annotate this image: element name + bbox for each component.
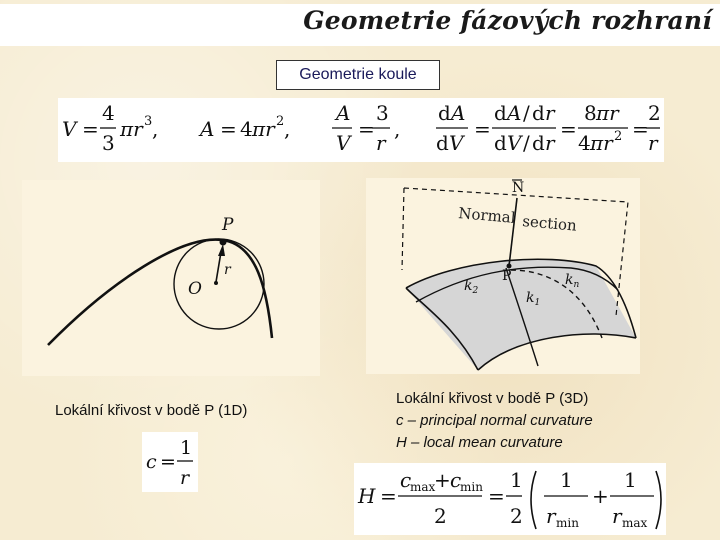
formula-ratio: A xyxy=(336,101,351,125)
svg-text:V: V xyxy=(449,131,464,155)
svg-text:/: / xyxy=(523,131,530,155)
svg-text:A: A xyxy=(451,101,466,125)
svg-text:1: 1 xyxy=(510,468,523,492)
section-heading-box xyxy=(276,60,440,90)
svg-text:c: c xyxy=(450,468,462,492)
svg-text:r: r xyxy=(612,504,622,528)
svg-text:r: r xyxy=(648,131,658,155)
svg-text:min: min xyxy=(460,480,483,494)
svg-text:=: = xyxy=(488,484,505,508)
svg-text:2: 2 xyxy=(510,504,523,528)
svg-text:4: 4 xyxy=(102,101,115,125)
label-o: O xyxy=(188,279,202,299)
svg-text:+: + xyxy=(592,484,609,508)
label-k2: $k_2$ xyxy=(464,278,479,296)
svg-text:/: / xyxy=(523,101,530,125)
svg-text:min: min xyxy=(556,516,579,530)
svg-text:4: 4 xyxy=(578,131,591,155)
sphere-formulas xyxy=(58,98,664,162)
formula-area: A xyxy=(200,117,215,141)
svg-text:V: V xyxy=(336,131,351,155)
svg-text:=: = xyxy=(82,117,99,141)
caption-3d xyxy=(396,388,593,454)
svg-text:r: r xyxy=(180,467,190,489)
label-p-3d: P xyxy=(502,268,512,284)
svg-text:,: , xyxy=(394,117,401,141)
svg-text:V: V xyxy=(507,131,522,155)
svg-text:3: 3 xyxy=(102,131,115,155)
section-heading: Geometrie koule xyxy=(299,66,417,83)
svg-text:8: 8 xyxy=(584,101,597,125)
svg-text:max: max xyxy=(622,516,648,530)
svg-text:1: 1 xyxy=(624,468,637,492)
svg-text:1: 1 xyxy=(560,468,573,492)
svg-text:max: max xyxy=(410,480,436,494)
svg-text:=: = xyxy=(220,117,237,141)
svg-text:πr: πr xyxy=(252,117,275,141)
label-section: section xyxy=(521,212,578,235)
svg-text:=: = xyxy=(474,117,491,141)
svg-text:=: = xyxy=(380,484,397,508)
slide-title: Geometrie fázových rozhraní xyxy=(303,6,712,35)
formula-mean-curvature xyxy=(354,463,666,535)
sphere-formulas-panel xyxy=(58,98,664,162)
label-p: P xyxy=(222,215,234,235)
svg-text:=: = xyxy=(632,117,649,141)
formula-curvature xyxy=(142,432,198,492)
formula-mean-curvature-panel xyxy=(354,463,666,535)
caption-3d-line2: c – principal normal curvature xyxy=(396,412,593,429)
label-k1: $k_1$ xyxy=(526,290,541,308)
svg-text:r: r xyxy=(545,131,555,155)
svg-text:3: 3 xyxy=(144,114,153,129)
label-normal: Normal xyxy=(457,204,517,227)
label-r: r xyxy=(224,262,231,278)
caption-3d-line3: H – local mean curvature xyxy=(396,434,563,451)
svg-text:d: d xyxy=(494,131,507,155)
caption-1d: Lokální křivost v bodě P (1D) xyxy=(55,402,248,419)
svg-text:r: r xyxy=(376,131,386,155)
svg-text:c: c xyxy=(400,468,412,492)
svg-text:d: d xyxy=(532,131,545,155)
svg-text:2: 2 xyxy=(434,504,447,528)
formula-curvature-panel xyxy=(142,432,198,492)
curvature-1d-diagram xyxy=(22,180,320,376)
svg-text:2: 2 xyxy=(614,129,623,144)
svg-text:=: = xyxy=(358,117,375,141)
svg-text:2: 2 xyxy=(276,114,285,129)
svg-text:=: = xyxy=(560,117,577,141)
svg-text:d: d xyxy=(438,101,451,125)
svg-text:r: r xyxy=(545,101,555,125)
formula-volume: V xyxy=(62,117,77,141)
svg-text:d: d xyxy=(436,131,449,155)
svg-text:H: H xyxy=(358,484,376,508)
svg-text:1: 1 xyxy=(180,437,193,459)
svg-text:2: 2 xyxy=(648,101,661,125)
caption-3d-line1: Lokální křivost v bodě P (3D) xyxy=(396,390,589,407)
curvature-1d-figure xyxy=(22,180,320,376)
radius-arrow xyxy=(216,252,221,282)
svg-text:d: d xyxy=(532,101,545,125)
svg-text:c: c xyxy=(146,451,157,473)
svg-text:=: = xyxy=(160,451,176,473)
radius-arrowhead xyxy=(218,244,225,256)
label-kn: $k_n$ xyxy=(565,272,580,290)
svg-text:3: 3 xyxy=(376,101,389,125)
svg-text:+: + xyxy=(434,468,451,492)
svg-text:r: r xyxy=(546,504,556,528)
formula-derivative xyxy=(436,101,661,155)
svg-text:A: A xyxy=(507,101,522,125)
svg-text:πr: πr xyxy=(596,101,619,125)
svg-text:πr: πr xyxy=(120,117,143,141)
curve-line xyxy=(48,240,272,345)
svg-text:4: 4 xyxy=(240,117,253,141)
svg-text:,: , xyxy=(152,117,159,141)
center-dot xyxy=(214,281,218,285)
svg-text:d: d xyxy=(494,101,507,125)
svg-text:πr: πr xyxy=(590,131,613,155)
curvature-3d-figure xyxy=(366,178,640,374)
svg-text:,: , xyxy=(284,117,291,141)
curvature-3d-diagram xyxy=(366,178,640,374)
label-n: N xyxy=(512,180,525,196)
